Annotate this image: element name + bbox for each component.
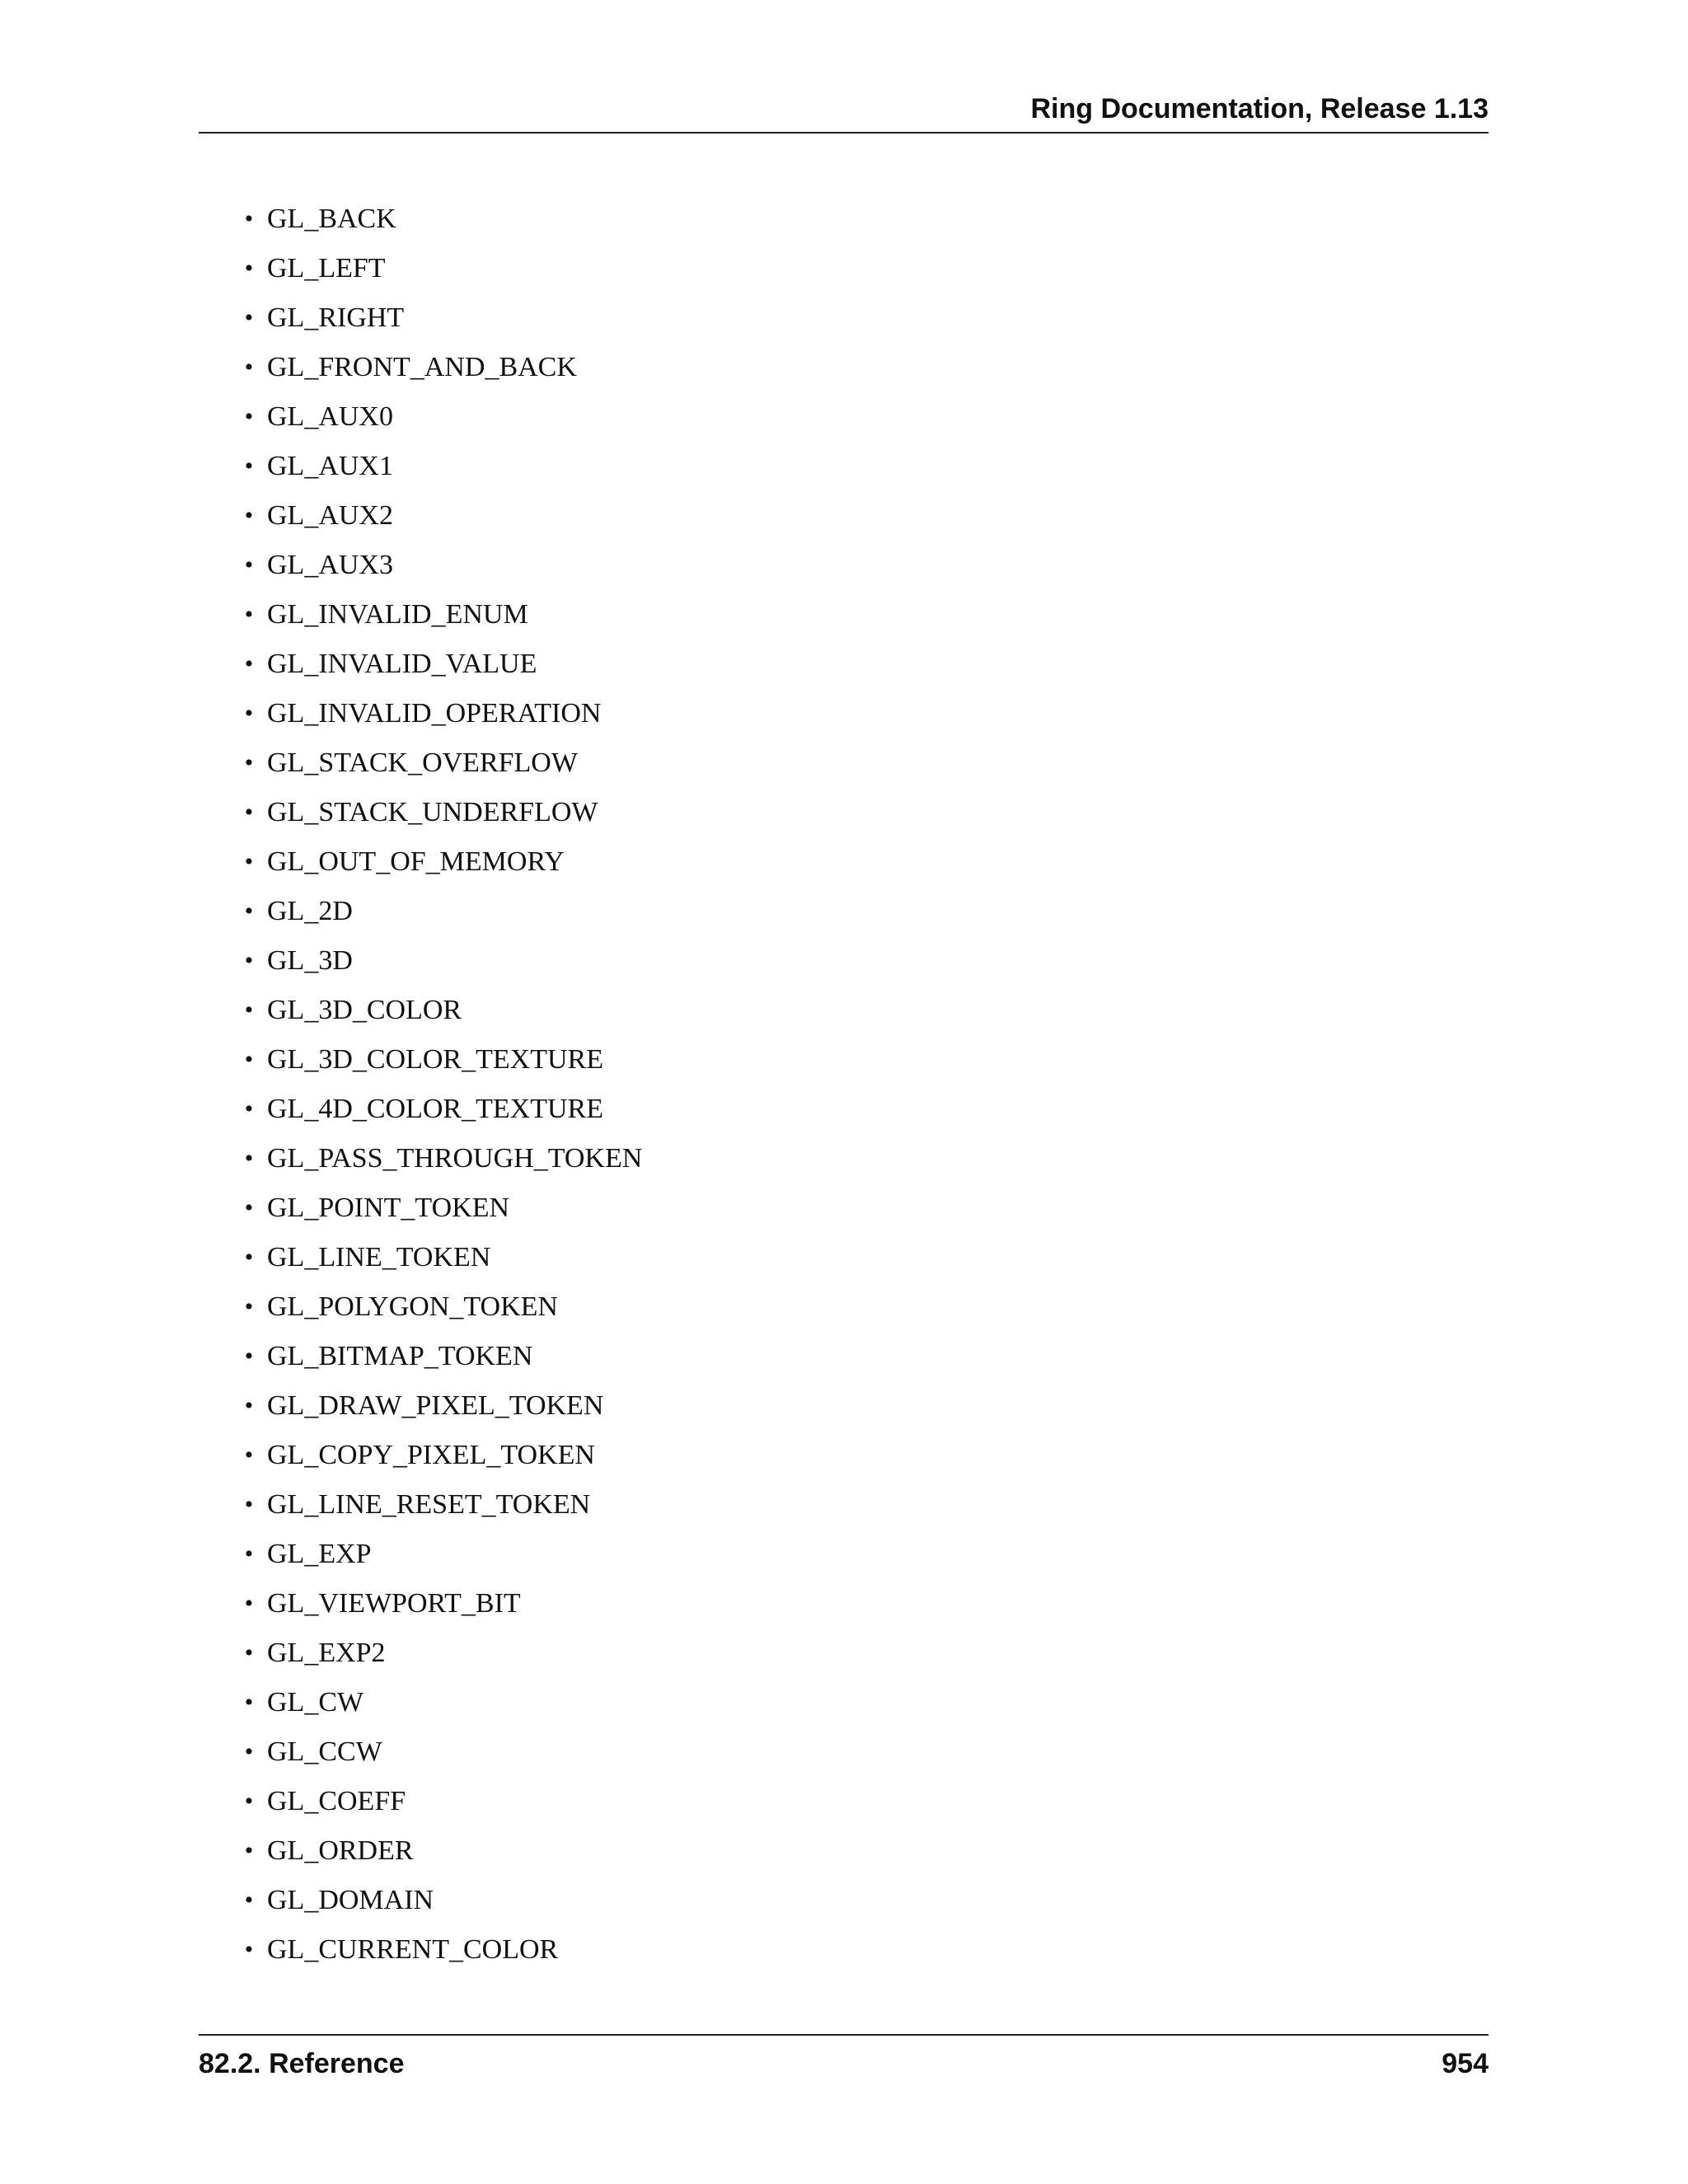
bullet-icon: •	[244, 205, 254, 232]
bullet-icon: •	[244, 1095, 254, 1122]
bullet-icon: •	[244, 1886, 254, 1914]
list-item-text: GL_VIEWPORT_BIT	[267, 1588, 521, 1619]
list-item-text: GL_AUX2	[267, 500, 393, 531]
list-item	[241, 1777, 642, 1826]
bullet-icon: •	[244, 749, 254, 776]
bullet-icon: •	[244, 1244, 254, 1271]
list-item-text: GL_POINT_TOKEN	[267, 1193, 510, 1223]
list-item-text: GL_PASS_THROUGH_TOKEN	[267, 1143, 643, 1174]
list-item	[241, 1431, 642, 1480]
list-item	[241, 986, 642, 1035]
list-item	[241, 1332, 642, 1381]
bullet-icon: •	[244, 1491, 254, 1518]
list-item-text: GL_COEFF	[267, 1786, 406, 1816]
list-item-text: GL_INVALID_VALUE	[267, 649, 537, 679]
list-item-text: GL_AUX3	[267, 550, 393, 580]
footer-page-number: 954	[1442, 2048, 1489, 2079]
bullet-icon: •	[244, 403, 254, 430]
list-item	[241, 1134, 642, 1183]
list-item	[241, 887, 642, 936]
bullet-icon: •	[244, 452, 254, 480]
list-item-text: GL_INVALID_ENUM	[267, 599, 528, 630]
bullet-icon: •	[244, 1441, 254, 1469]
list-item	[241, 1925, 642, 1975]
bullet-icon: •	[244, 1788, 254, 1815]
list-item	[241, 1876, 642, 1925]
list-item-text: GL_STACK_OVERFLOW	[267, 748, 578, 778]
list-item	[241, 1233, 642, 1282]
bullet-icon: •	[244, 255, 254, 282]
list-item-text: GL_BACK	[267, 204, 396, 234]
list-item	[241, 1678, 642, 1727]
bullet-icon: •	[244, 799, 254, 826]
list-item	[241, 541, 642, 590]
bullet-icon: •	[244, 601, 254, 628]
list-item	[241, 293, 642, 343]
bullet-icon: •	[244, 551, 254, 579]
list-item-text: GL_AUX1	[267, 451, 393, 481]
list-item	[241, 788, 642, 837]
bullet-icon: •	[244, 1540, 254, 1568]
list-item	[241, 1727, 642, 1777]
list-item-text: GL_2D	[267, 896, 353, 926]
list-item	[241, 1381, 642, 1431]
bullet-icon: •	[244, 1392, 254, 1419]
footer-section-title: 82.2. Reference	[199, 2048, 405, 2079]
list-item-text: GL_LINE_TOKEN	[267, 1242, 491, 1272]
list-item-text: GL_CCW	[267, 1736, 382, 1767]
constant-list	[241, 194, 642, 1975]
bullet-icon: •	[244, 1590, 254, 1617]
header-title: Ring Documentation, Release 1.13	[1030, 93, 1489, 124]
list-item-text: GL_EXP2	[267, 1638, 386, 1668]
bullet-icon: •	[244, 502, 254, 529]
list-item	[241, 1183, 642, 1233]
list-item-text: GL_BITMAP_TOKEN	[267, 1341, 533, 1371]
bullet-icon: •	[244, 700, 254, 727]
bullet-icon: •	[244, 1194, 254, 1221]
list-item	[241, 1085, 642, 1134]
list-item-text: GL_EXP	[267, 1539, 372, 1569]
bullet-icon: •	[244, 898, 254, 925]
list-item-text: GL_DOMAIN	[267, 1885, 434, 1915]
list-item	[241, 1579, 642, 1629]
list-item	[241, 244, 642, 293]
bullet-icon: •	[244, 1936, 254, 1963]
list-item	[241, 343, 642, 392]
list-item	[241, 837, 642, 887]
bullet-icon: •	[244, 1046, 254, 1073]
list-item-text: GL_3D_COLOR_TEXTURE	[267, 1044, 603, 1075]
list-item-text: GL_COPY_PIXEL_TOKEN	[267, 1440, 595, 1470]
bullet-icon: •	[244, 354, 254, 381]
bullet-icon: •	[244, 1293, 254, 1320]
page-footer	[199, 2034, 1489, 2085]
list-item	[241, 640, 642, 689]
list-item-text: GL_INVALID_OPERATION	[267, 698, 602, 729]
bullet-icon: •	[244, 1738, 254, 1765]
list-item-text: GL_LEFT	[267, 253, 386, 284]
list-item	[241, 1035, 642, 1085]
list-item	[241, 491, 642, 541]
list-item	[241, 1480, 642, 1530]
list-item	[241, 1826, 642, 1876]
list-item-text: GL_FRONT_AND_BACK	[267, 352, 577, 382]
list-item-text: GL_DRAW_PIXEL_TOKEN	[267, 1390, 604, 1421]
list-item	[241, 1530, 642, 1579]
list-item	[241, 1282, 642, 1332]
list-item-text: GL_CW	[267, 1687, 364, 1718]
bullet-icon: •	[244, 1837, 254, 1864]
list-item	[241, 194, 642, 244]
bullet-icon: •	[244, 848, 254, 875]
bullet-icon: •	[244, 996, 254, 1024]
list-item	[241, 1629, 642, 1678]
list-item-text: GL_AUX0	[267, 401, 393, 432]
list-item-text: GL_LINE_RESET_TOKEN	[267, 1489, 591, 1520]
bullet-icon: •	[244, 304, 254, 331]
bullet-icon: •	[244, 1689, 254, 1716]
list-item-text: GL_RIGHT	[267, 302, 405, 333]
list-item	[241, 590, 642, 640]
bullet-icon: •	[244, 650, 254, 677]
list-item-text: GL_CURRENT_COLOR	[267, 1934, 559, 1965]
list-item	[241, 936, 642, 986]
list-item-text: GL_4D_COLOR_TEXTURE	[267, 1094, 603, 1124]
list-item	[241, 738, 642, 788]
list-item-text: GL_ORDER	[267, 1835, 414, 1866]
list-item	[241, 442, 642, 491]
list-item-text: GL_3D	[267, 945, 353, 976]
list-item-text: GL_POLYGON_TOKEN	[267, 1291, 558, 1322]
bullet-icon: •	[244, 947, 254, 974]
bullet-icon: •	[244, 1639, 254, 1666]
list-item	[241, 392, 642, 442]
list-item	[241, 689, 642, 738]
list-item-text: GL_OUT_OF_MEMORY	[267, 846, 565, 877]
bullet-icon: •	[244, 1343, 254, 1370]
page-header	[199, 92, 1489, 134]
bullet-icon: •	[244, 1145, 254, 1172]
list-item-text: GL_3D_COLOR	[267, 995, 462, 1025]
list-item-text: GL_STACK_UNDERFLOW	[267, 797, 598, 827]
